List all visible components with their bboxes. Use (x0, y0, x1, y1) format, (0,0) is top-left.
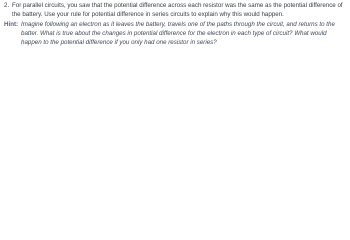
hint-block (4, 20, 348, 47)
hint-text: Imagine following an electron as it leaves the battery, travels one of the paths through the circuit, and returns to the batter. What is true about the changes in potential difference for the electron in each type of circuit? What would happen to the potential difference if you only had one resistor in series? (21, 20, 335, 46)
question-number: 2. (4, 2, 10, 9)
question-text: For parallel circuits, you saw that the potential difference across each resistor was the same as the potential difference of the battery. Use your rule for potential difference in series circuits to explain why this would happen. (12, 2, 343, 18)
question-item (4, 1, 348, 19)
document-page (0, 0, 350, 53)
hint-label: Hint: (4, 20, 19, 28)
